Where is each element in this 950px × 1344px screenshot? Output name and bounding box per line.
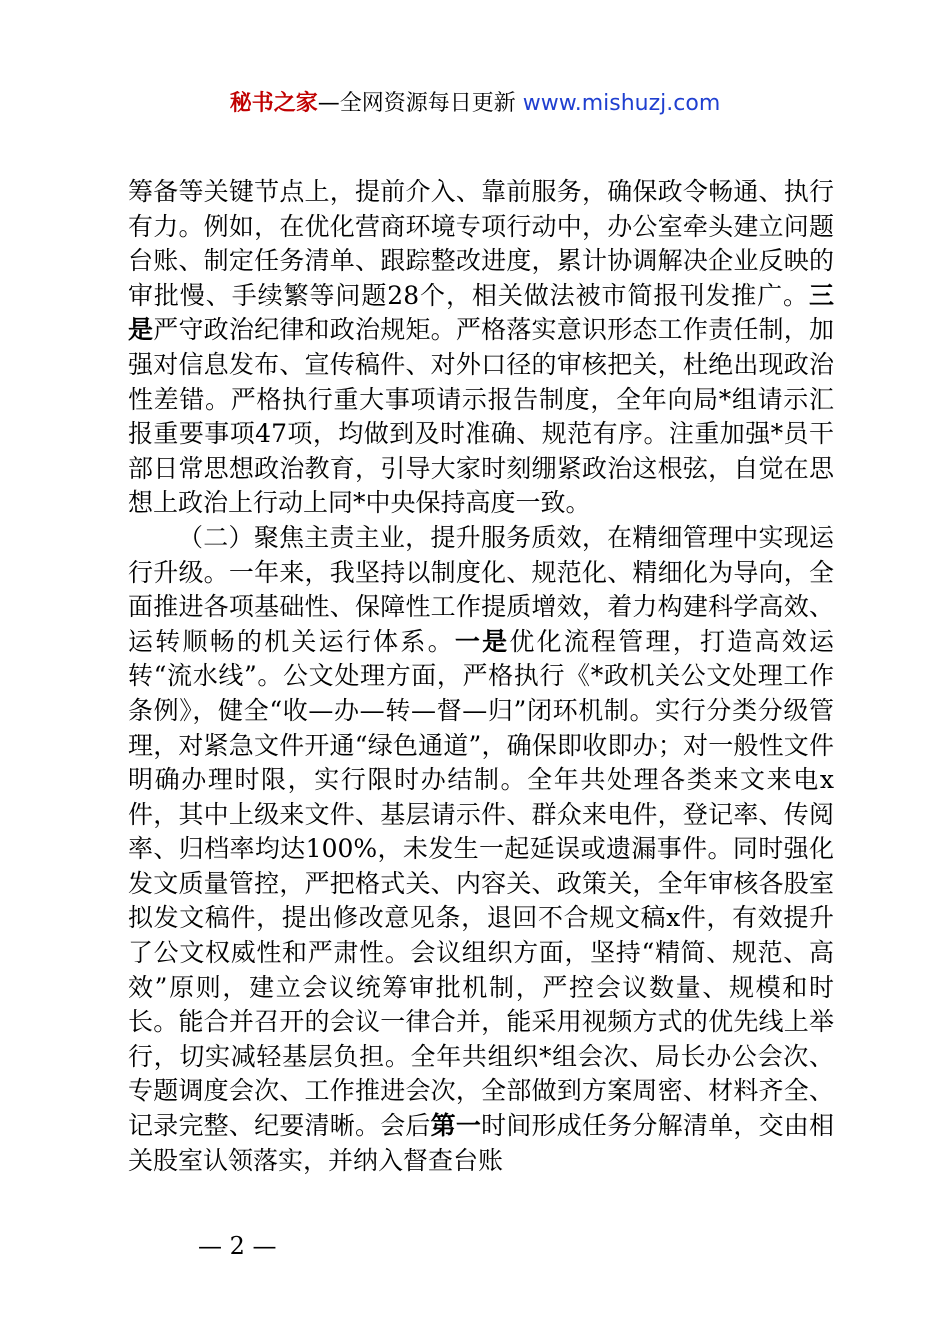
paragraph-2-text-c: 时间形成任务分解清单，交由相关股室认领落实，并纳入督查台账 xyxy=(128,1111,834,1175)
item-marker-three: 三是 xyxy=(128,280,834,345)
emphasis-first: 第一 xyxy=(430,1111,482,1141)
document-body xyxy=(128,175,834,1178)
banner-url[interactable]: www.mishuzj.com xyxy=(522,91,721,116)
paragraph-1 xyxy=(128,175,834,521)
paragraph-2 xyxy=(128,521,834,1178)
paragraph-1-text-a: 筹备等关键节点上，提前介入、靠前服务，确保政令畅通、执行有力。例如，在优化营商环境专项行动中，办公室牵头建立问题台账、制定任务清单、跟踪整改进度，累计协调解决企业反映的审批慢、手续繁等问题28个，相关做法被市简报刊发推广。 xyxy=(128,177,834,310)
banner-brand: 秘书之家 xyxy=(229,91,318,116)
site-banner xyxy=(0,88,950,120)
paragraph-2-text-b: 优化流程管理，打造高效运转“流水线”。公文处理方面，严格执行《*政机关公文处理工作条例》，健全“收—办—转—督—归”闭环机制。实行分类分级管理，对紧急文件开通“绿色通道”，确保即收即办；对一般性文件明确办理时限，实行限时办结制。全年共处理各类来文来电x件，其中上级来文件、基层请示件、群众来电件，登记率、传阅率、归档率均达100%，未发生一起延误或遗漏事件。同时强化发文质量管控，严把格式关、内容关、政策关，全年审核各股室拟发文稿件，提出修改意见条，退回不合规文稿x件，有效提升了公文权威性和严肃性。会议组织方面，坚持“精简、规范、高效”原则，建立会议统筹审批机制，严控会议数量、规模和时长。能合并召开的会议一律合并，能采用视频方式的优先线上举行，切实减轻基层负担。全年共组织*组会次、局长办公会次、专题调度会次、工作推进会次，全部做到方案周密、材料齐全、记录完整、纪要清晰。会后 xyxy=(128,626,834,1141)
page-number: — 2 — xyxy=(198,1232,277,1260)
paragraph-1-text-b: 严守政治纪律和政治规矩。严格落实意识形态工作责任制，加强对信息发布、宣传稿件、对外口径的审核把关，杜绝出现政治性差错。严格执行重大事项请示报告制度，全年向局*组请示汇报重要事项47项，均做到及时准确、规范有序。注重加强*员干部日常思想政治教育，引导大家时刻绷紧政治这根弦，自觉在思想上政治上行动上同*中央保持高度一致。 xyxy=(128,315,834,518)
item-marker-one: 一是 xyxy=(454,626,510,656)
banner-tagline: —全网资源每日更新 xyxy=(317,91,516,116)
paragraph-2-text-a: （二）聚焦主责主业，提升服务质效，在精细管理中实现运行升级。一年来，我坚持以制度化、规范化、精细化为导向，全面推进各项基础性、保障性工作提质增效，着力构建科学高效、运转顺畅的机关运行体系。 xyxy=(128,522,834,656)
